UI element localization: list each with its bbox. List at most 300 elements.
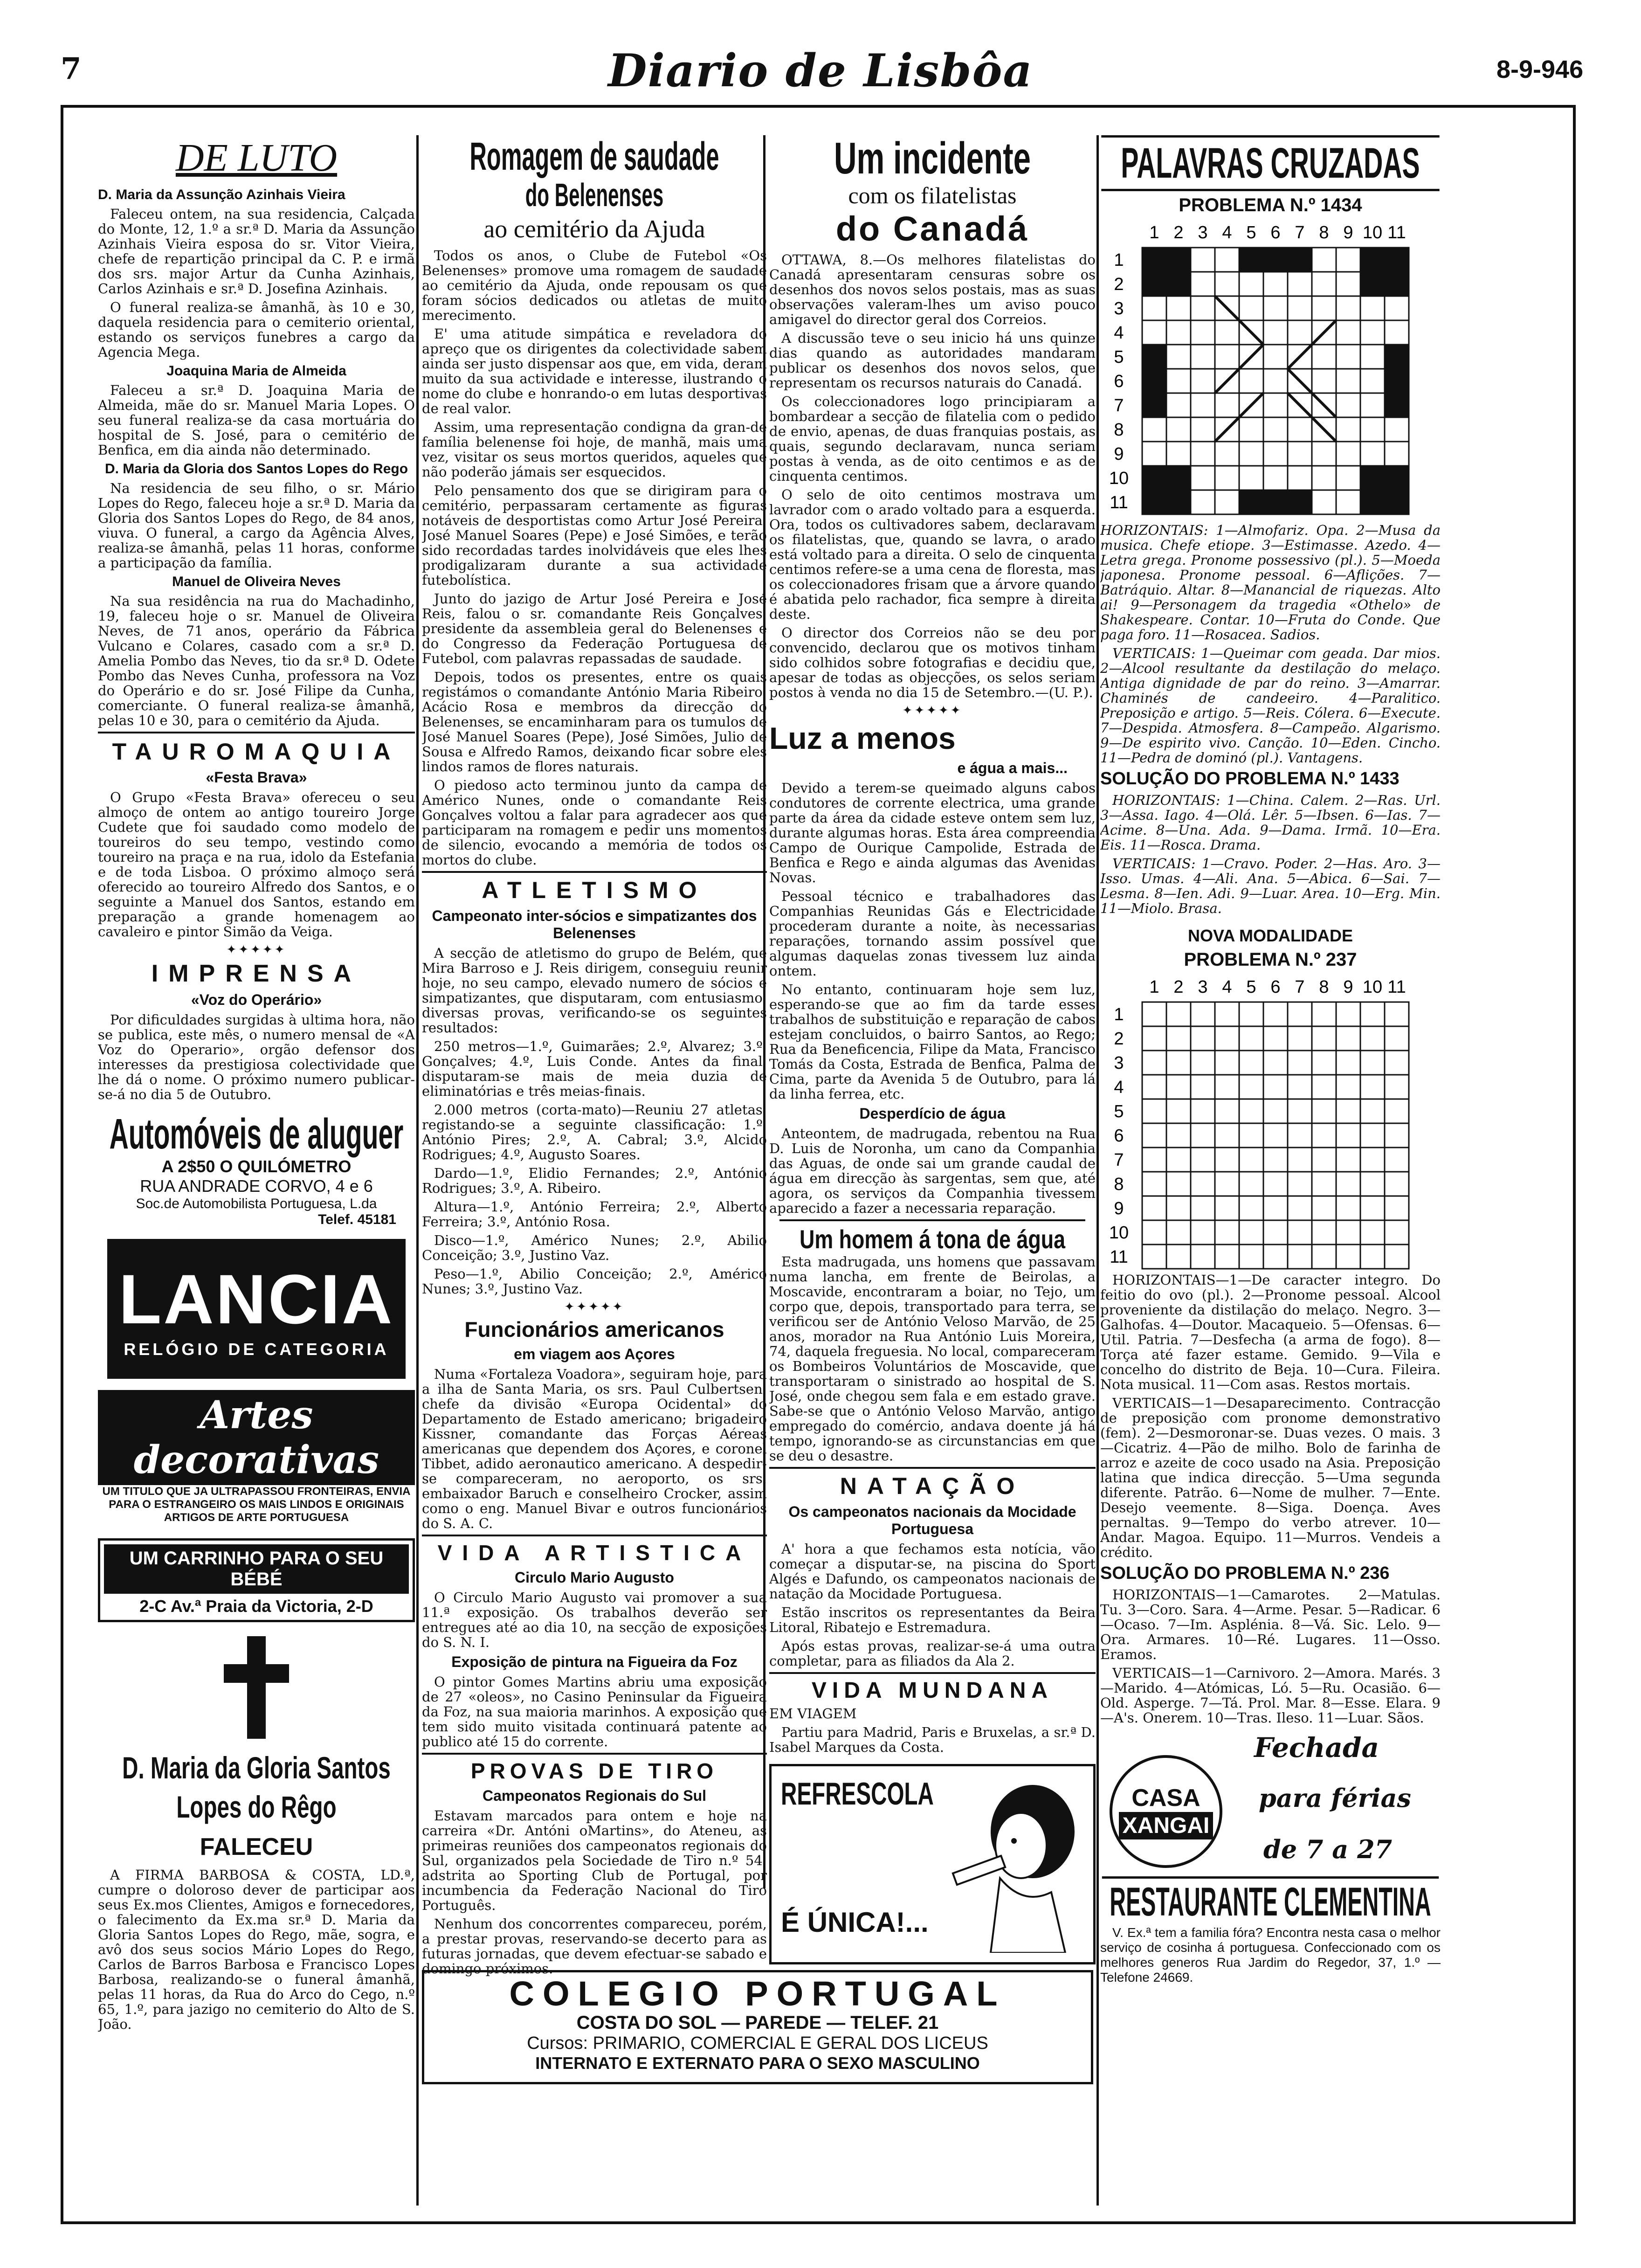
grid-cell[interactable] bbox=[1385, 1245, 1409, 1269]
colegio-internato: INTERNATO E EXTERNATO PARA O SEXO MASCULINO bbox=[535, 2054, 980, 2073]
grid-cell[interactable] bbox=[1191, 296, 1215, 320]
grid-cell[interactable] bbox=[1142, 1002, 1166, 1026]
grid-cell[interactable] bbox=[1312, 466, 1336, 490]
grid-cell[interactable] bbox=[1215, 1196, 1239, 1220]
grid-cell[interactable] bbox=[1385, 417, 1409, 442]
grid-cell[interactable] bbox=[1239, 369, 1263, 393]
grid-row-number: 3 bbox=[1114, 299, 1124, 318]
separator: ✦✦✦✦✦ bbox=[564, 1300, 625, 1314]
crossword-grid-1434 bbox=[1100, 220, 1441, 523]
grid-row-number: 7 bbox=[1114, 1150, 1124, 1170]
obit-notice-name: D. Maria da Gloria Santos Lopes do Rêgo bbox=[122, 1750, 391, 1824]
grid-cell[interactable] bbox=[1191, 1245, 1215, 1269]
grid-cell[interactable] bbox=[1215, 1026, 1239, 1051]
grid-cell[interactable] bbox=[1288, 1099, 1312, 1123]
grid-cell[interactable] bbox=[1142, 442, 1166, 466]
luto-title: DE LUTO bbox=[175, 136, 338, 180]
crossword-problem-2: PROBLEMA N.º 237 bbox=[1184, 949, 1357, 970]
grid-cell[interactable] bbox=[1166, 1196, 1191, 1220]
grid-cell[interactable] bbox=[1312, 345, 1336, 369]
grid-cell[interactable] bbox=[1336, 1123, 1360, 1148]
grid-cell[interactable] bbox=[1239, 1196, 1263, 1220]
funcionarios-text: Numa «Fortaleza Voadora», seguiram hoje, para a ilha de Santa Maria, os srs. Paul Culbertsen, chefe da divisão «Europa Ocidental» do Departamento de Estado americano; brigadeiro Kissner, comandante das Forças Aéreas americanas que dependem dos Açores, e coronel Tibbet, adido aeronautico americano. A despedir-se compareceram, no aeroporto, os srs. embaixador Baruch e conselheiro Crocker, assim como o eng. Manuel Bivar e outros funcionários do S. A. C. bbox=[422, 1366, 767, 1531]
homem-title: Um homem á tona de água bbox=[779, 1219, 1085, 1254]
obit-name: D. Maria da Gloria dos Santos Lopes do Rego bbox=[104, 461, 408, 477]
grid-cell[interactable] bbox=[1336, 1026, 1360, 1051]
grid-cell[interactable] bbox=[1239, 1148, 1263, 1172]
obit-text: Na residencia de seu filho, o sr. Mário Lopes do Rego, faleceu hoje a sr.ª D. Maria da Gloria dos Santos Lopes do Rego, de 84 anos, viuva. O funeral, a cargo da Agência Alves, realiza-se âmanhã, pelas 11 horas, conforme a participação da família. bbox=[98, 480, 415, 571]
grid-cell[interactable] bbox=[1142, 1220, 1166, 1245]
casa-name-2: XANGAI bbox=[1119, 1812, 1214, 1839]
grid-cell[interactable] bbox=[1385, 1196, 1409, 1220]
separator: ✦✦✦✦✦ bbox=[226, 943, 287, 957]
grid-cell[interactable] bbox=[1142, 417, 1166, 442]
grid-cell[interactable] bbox=[1288, 1220, 1312, 1245]
refrescola-slogan: É ÚNICA!... bbox=[781, 1907, 929, 1938]
automoveis-company: Soc.de Automobilista Portuguesa, L.da bbox=[136, 1196, 377, 1211]
grid-cell[interactable] bbox=[1191, 248, 1215, 272]
atletismo-text: 2.000 metros (corta-mato)—Reuniu 27 atletas, registando-se a seguinte classificação: 1.º, António Pires; 2.º, A. Cabral; 3.º, Alcido Rodrigues; 4.º, Augusto Soares. bbox=[422, 1102, 767, 1162]
grid-cell[interactable] bbox=[1215, 1075, 1239, 1099]
grid-cell[interactable] bbox=[1288, 1172, 1312, 1196]
grid-cell[interactable] bbox=[1166, 1075, 1191, 1099]
grid-cell[interactable] bbox=[1288, 417, 1312, 442]
grid-cell[interactable] bbox=[1385, 296, 1409, 320]
grid-cell[interactable] bbox=[1191, 1051, 1215, 1075]
grid-block bbox=[1166, 466, 1191, 490]
grid-cell[interactable] bbox=[1312, 1026, 1336, 1051]
grid-cell[interactable] bbox=[1191, 1123, 1215, 1148]
grid-cell[interactable] bbox=[1312, 1172, 1336, 1196]
colegio-cursos: Cursos: PRIMARIO, COMERCIAL E GERAL DOS LICEUS bbox=[527, 2033, 988, 2053]
grid-cell[interactable] bbox=[1360, 1123, 1385, 1148]
grid-cell[interactable] bbox=[1312, 369, 1336, 393]
grid-cell[interactable] bbox=[1288, 1051, 1312, 1075]
obit-text: Faleceu a sr.ª D. Joaquina Maria de Almeida, mãe do sr. Manuel Maria Lopes. O seu funeral realiza-se da casa mortuária do hospital de S. José, para o cemitério de Benfica, em dia ainda não determinado. bbox=[98, 382, 415, 458]
grid-cell[interactable] bbox=[1336, 320, 1360, 345]
colegio-address: COSTA DO SOL — PAREDE — TELEF. 21 bbox=[576, 2012, 939, 2033]
grid-cell[interactable] bbox=[1312, 442, 1336, 466]
obit-name: D. Maria da Assunção Azinhais Vieira bbox=[98, 187, 345, 202]
grid-cell[interactable] bbox=[1385, 1099, 1409, 1123]
casa-text-3: de 7 a 27 bbox=[1263, 1834, 1393, 1864]
grid-cell[interactable] bbox=[1239, 417, 1263, 442]
grid-cell[interactable] bbox=[1166, 1002, 1191, 1026]
grid-cell[interactable] bbox=[1360, 296, 1385, 320]
grid-cell[interactable] bbox=[1166, 1220, 1191, 1245]
lancia-tagline: RELÓGIO DE CATEGORIA bbox=[124, 1339, 389, 1359]
grid-cell[interactable] bbox=[1215, 1051, 1239, 1075]
grid-cell[interactable] bbox=[1263, 1196, 1288, 1220]
grid-cell[interactable] bbox=[1288, 1002, 1312, 1026]
grid-cell[interactable] bbox=[1166, 417, 1191, 442]
romagem-text: Todos os anos, o Clube de Futebol «Os Belenenses» promove uma romagem de saudade ao cemitério da Ajuda, onde repousam os que foram sócios dedicados ou atletas de muito merecimento. bbox=[422, 248, 767, 323]
tiro-title: PROVAS DE TIRO bbox=[422, 1753, 767, 1784]
grid-cell[interactable] bbox=[1263, 1026, 1288, 1051]
obit-name: Manuel de Oliveira Neves bbox=[172, 574, 341, 589]
grid-cell[interactable] bbox=[1336, 1245, 1360, 1269]
grid-col-number: 10 bbox=[1362, 223, 1383, 242]
grid-row-number: 4 bbox=[1114, 1078, 1124, 1097]
grid-cell[interactable] bbox=[1263, 1172, 1288, 1196]
grid-cell[interactable] bbox=[1263, 1220, 1288, 1245]
grid-cell[interactable] bbox=[1239, 296, 1263, 320]
solution2-title: SOLUÇÃO DO PROBLEMA N.º 236 bbox=[1100, 1563, 1390, 1583]
grid-cell[interactable] bbox=[1312, 1123, 1336, 1148]
vida-artistica-text: O pintor Gomes Martins abriu uma exposição de 27 «oleos», no Casino Peninsular da Figueira da Foz, na sua maioria marinhos. A exposição que tem sido muito visitada continuará patente ao publico até 15 do corrente. bbox=[422, 1674, 767, 1749]
grid-cell[interactable] bbox=[1336, 1075, 1360, 1099]
grid-cell[interactable] bbox=[1215, 466, 1239, 490]
grid-cell[interactable] bbox=[1336, 272, 1360, 296]
grid-cell[interactable] bbox=[1385, 1051, 1409, 1075]
grid-cell[interactable] bbox=[1288, 1245, 1312, 1269]
grid-cell[interactable] bbox=[1360, 1051, 1385, 1075]
grid-cell[interactable] bbox=[1336, 1220, 1360, 1245]
grid-cell[interactable] bbox=[1263, 345, 1288, 369]
grid-cell[interactable] bbox=[1239, 1123, 1263, 1148]
grid-cell[interactable] bbox=[1166, 393, 1191, 417]
grid-cell[interactable] bbox=[1336, 296, 1360, 320]
grid-block bbox=[1142, 369, 1166, 393]
grid-block bbox=[1385, 466, 1409, 490]
grid-cell[interactable] bbox=[1263, 320, 1288, 345]
grid-cell[interactable] bbox=[1336, 1196, 1360, 1220]
column-rule bbox=[416, 135, 419, 2206]
casa-xangai-logo bbox=[1110, 1755, 1222, 1868]
grid-cell[interactable] bbox=[1360, 1220, 1385, 1245]
grid-cell[interactable] bbox=[1191, 1220, 1215, 1245]
page-date: 8-9-946 bbox=[1496, 55, 1584, 83]
grid-col-number: 3 bbox=[1198, 977, 1208, 997]
crossword-title: PALAVRAS CRUZADAS bbox=[1101, 135, 1439, 191]
grid-cell[interactable] bbox=[1166, 369, 1191, 393]
grid-col-number: 5 bbox=[1246, 977, 1256, 997]
grid-cell[interactable] bbox=[1263, 1051, 1288, 1075]
grid-cell[interactable] bbox=[1360, 1026, 1385, 1051]
grid-cell[interactable] bbox=[1239, 1051, 1263, 1075]
grid-cell[interactable] bbox=[1385, 1172, 1409, 1196]
grid-cell[interactable] bbox=[1360, 369, 1385, 393]
grid-cell[interactable] bbox=[1336, 393, 1360, 417]
grid-cell[interactable] bbox=[1288, 320, 1312, 345]
grid-block bbox=[1166, 272, 1191, 296]
grid-cell[interactable] bbox=[1360, 1172, 1385, 1196]
grid-cell[interactable] bbox=[1239, 1099, 1263, 1123]
grid-cell[interactable] bbox=[1239, 1026, 1263, 1051]
grid-block bbox=[1385, 490, 1409, 514]
grid-cell[interactable] bbox=[1385, 1002, 1409, 1026]
grid-row-number: 5 bbox=[1114, 347, 1124, 367]
grid-cell[interactable] bbox=[1142, 1075, 1166, 1099]
imprensa-text: Por dificuldades surgidas à ultima hora, não se publica, este mês, o numero mensal de «A Voz do Operario», orgão defensor dos interesses da prestigiosa colectividade que lhe dá o nome. O próximo numero publicar-se-á no dia 5 de Outubro. bbox=[98, 1012, 415, 1102]
grid-cell[interactable] bbox=[1239, 1172, 1263, 1196]
grid-cell[interactable] bbox=[1385, 1123, 1409, 1148]
grid-block bbox=[1385, 345, 1409, 369]
grid-cell[interactable] bbox=[1191, 1075, 1215, 1099]
grid-cell[interactable] bbox=[1191, 442, 1215, 466]
grid-cell[interactable] bbox=[1263, 393, 1288, 417]
solution-verticais: VERTICAIS: 1—Cravo. Poder. 2—Has. Aro. 3—Isso. Umas. 4—Ali. Ana. 5—Abica. 6—Sai. 7—Lesma. 8—Ien. Adi. 9—Luar. Area. 10—Erg. Min. 11—Miolo. Brasa. bbox=[1100, 856, 1441, 916]
solution-horizontais: HORIZONTAIS: 1—China. Calem. 2—Ras. Url. 3—Assa. Iago. 4—Olá. Lêr. 5—Ibsen. 6—Ias. 7—Acime. 8—Una. Ada. 9—Dama. Irmã. 10—Era. Eis. 11—Rosca. Drama. bbox=[1100, 792, 1441, 853]
grid-cell[interactable] bbox=[1288, 442, 1312, 466]
luz-text: Pessoal técnico e trabalhadores das Companhias Reunidas Gás e Electricidade procederam durante a noite, às necessarias reparações, tornando assim possível que algumas daquelas zonas tivessem luz ainda ontem. bbox=[769, 888, 1096, 979]
grid-cell[interactable] bbox=[1191, 345, 1215, 369]
mundana-title: VIDA MUNDANA bbox=[769, 1672, 1096, 1703]
grid-cell[interactable] bbox=[1336, 1099, 1360, 1123]
carrinho-title: UM CARRINHO PARA O SEU BÉBÉ bbox=[104, 1544, 409, 1594]
grid-cell[interactable] bbox=[1288, 272, 1312, 296]
grid-cell[interactable] bbox=[1263, 272, 1288, 296]
crossword-problem: PROBLEMA N.º 1434 bbox=[1179, 195, 1362, 215]
grid-cell[interactable] bbox=[1191, 1172, 1215, 1196]
artes-text: UM TITULO QUE JA ULTRAPASSOU FRONTEIRAS, ENVIA PARA O ESTRANGEIRO OS MAIS LINDOS E ORIGINAIS ARTIGOS DE ARTE PORTUGUESA bbox=[102, 1485, 411, 1524]
grid-cell[interactable] bbox=[1263, 1075, 1288, 1099]
grid-cell[interactable] bbox=[1191, 369, 1215, 393]
grid-cell[interactable] bbox=[1142, 1051, 1166, 1075]
grid-cell[interactable] bbox=[1166, 345, 1191, 369]
grid-cell[interactable] bbox=[1166, 1148, 1191, 1172]
grid-cell[interactable] bbox=[1215, 442, 1239, 466]
incidente-text: Os coleccionadores logo principiaram a bombardear a secção de filatelia com o pedido de envio, apenas, de duas franquias postais, as quais, segundo declaravam, nunca seriam postas à venda, as de oito centimos e as de cinquenta centimos. bbox=[769, 394, 1096, 484]
grid-cell[interactable] bbox=[1385, 1148, 1409, 1172]
grid-cell[interactable] bbox=[1385, 442, 1409, 466]
atletismo-title: ATLETISMO bbox=[422, 871, 767, 904]
grid-block bbox=[1142, 490, 1166, 514]
grid-cell[interactable] bbox=[1312, 272, 1336, 296]
grid-col-number: 1 bbox=[1149, 223, 1159, 242]
grid-cell[interactable] bbox=[1191, 272, 1215, 296]
grid-cell[interactable] bbox=[1312, 1245, 1336, 1269]
grid-cell[interactable] bbox=[1215, 1099, 1239, 1123]
grid-cell[interactable] bbox=[1360, 320, 1385, 345]
grid-cell[interactable] bbox=[1263, 296, 1288, 320]
grid-cell[interactable] bbox=[1191, 490, 1215, 514]
grid-cell[interactable] bbox=[1142, 1148, 1166, 1172]
grid-col-number: 11 bbox=[1387, 223, 1406, 242]
grid-col-number: 5 bbox=[1246, 223, 1256, 242]
grid-cell[interactable] bbox=[1142, 1026, 1166, 1051]
grid-cell[interactable] bbox=[1312, 1196, 1336, 1220]
grid-cell[interactable] bbox=[1215, 1245, 1239, 1269]
grid-cell[interactable] bbox=[1336, 490, 1360, 514]
grid-cell[interactable] bbox=[1215, 1148, 1239, 1172]
woman-drinking-illustration bbox=[944, 1776, 1084, 1953]
grid-cell[interactable] bbox=[1263, 1148, 1288, 1172]
grid-cell[interactable] bbox=[1336, 369, 1360, 393]
grid-cell[interactable] bbox=[1385, 1026, 1409, 1051]
automoveis-title: Automóveis de aluguer bbox=[109, 1110, 404, 1158]
atletismo-subtitle: Campeonato inter-sócios e simpatizantes dos Belenenses bbox=[432, 907, 757, 941]
grid-row-number: 6 bbox=[1114, 1126, 1124, 1146]
natacao-text: Estão inscritos os representantes da Beira Litoral, Ribatejo e Estremadura. bbox=[769, 1604, 1096, 1635]
grid-cell[interactable] bbox=[1336, 1172, 1360, 1196]
luz-text: Anteontem, de madrugada, rebentou na Rua D. Luis de Noronha, um cano da Companhia das Aguas, de onde sai um grande caudal de água em direcção às sargentas, sem que, até agora, os serviços da Companhia tivessem aparecido a fazer a necessaria reparação. bbox=[769, 1126, 1096, 1216]
crossword2-verticais: VERTICAIS—1—Desaparecimento. Contracção de preposição com pronome demonstrativo (fem). 2—Desmoronar-se. Duas vezes. O mais. 3—Cicatriz. 4—Pão de milho. Bolo de farinha de arroz e azeite de coco usado na Asia. Preposição latina que indica direcção. 5—Uma segunda diferente. Patrão. 6—Nome de mulher. 7—Ente. Desejo veemente. 8—Siga. Doença. Aves pernaltas. 9—Tempo do verbo atrever. 10—Andar. Magoa. Equipo. 11—Murros. Vendeis a crédito. bbox=[1100, 1395, 1441, 1560]
incidente-text: O selo de oito centimos mostrava um lavrador com o arado voltado para a esquerda. Ora, todos os cultivadores sabem, declaravam os filatelistas, que, quando se lavra, o arado está voltado para a direita. O selo de cinquenta centimos refere-se a uma cena de floresta, mas os coleccionadores frisam que a árvore quando é abatida pelo rachador, fica sempre à direita deste. bbox=[769, 487, 1096, 622]
grid-cell[interactable] bbox=[1288, 1123, 1312, 1148]
nova-modalidade: NOVA MODALIDADE bbox=[1188, 926, 1353, 945]
grid-cell[interactable] bbox=[1191, 393, 1215, 417]
grid-block bbox=[1142, 248, 1166, 272]
grid-col-number: 2 bbox=[1173, 977, 1184, 997]
crossword-grid-svg bbox=[1100, 220, 1441, 523]
grid-cell[interactable] bbox=[1263, 417, 1288, 442]
grid-cell[interactable] bbox=[1191, 417, 1215, 442]
grid-cell[interactable] bbox=[1288, 1026, 1312, 1051]
grid-cell[interactable] bbox=[1312, 1148, 1336, 1172]
grid-cell[interactable] bbox=[1166, 320, 1191, 345]
grid-cell[interactable] bbox=[1385, 1220, 1409, 1245]
grid-cell[interactable] bbox=[1142, 1245, 1166, 1269]
grid-row-number: 11 bbox=[1110, 493, 1128, 512]
grid-col-number: 9 bbox=[1343, 223, 1353, 242]
grid-cell[interactable] bbox=[1312, 1220, 1336, 1245]
grid-block bbox=[1385, 248, 1409, 272]
grid-cell[interactable] bbox=[1263, 1245, 1288, 1269]
grid-cell[interactable] bbox=[1191, 1002, 1215, 1026]
grid-cell[interactable] bbox=[1166, 1051, 1191, 1075]
vida-artistica-title: VIDA ARTISTICA bbox=[422, 1535, 767, 1565]
grid-cell[interactable] bbox=[1288, 1075, 1312, 1099]
grid-cell[interactable] bbox=[1360, 1002, 1385, 1026]
grid-cell[interactable] bbox=[1191, 1026, 1215, 1051]
grid-cell[interactable] bbox=[1288, 1196, 1312, 1220]
grid-cell[interactable] bbox=[1263, 369, 1288, 393]
grid-cell[interactable] bbox=[1312, 490, 1336, 514]
grid-cell[interactable] bbox=[1166, 1026, 1191, 1051]
grid-cell[interactable] bbox=[1191, 320, 1215, 345]
grid-cell[interactable] bbox=[1385, 1075, 1409, 1099]
grid-cell[interactable] bbox=[1215, 320, 1239, 345]
grid-cell[interactable] bbox=[1312, 248, 1336, 272]
grid-cell[interactable] bbox=[1239, 1245, 1263, 1269]
grid-cell[interactable] bbox=[1142, 1123, 1166, 1148]
grid-cell[interactable] bbox=[1215, 272, 1239, 296]
grid-cell[interactable] bbox=[1360, 442, 1385, 466]
grid-cell[interactable] bbox=[1288, 1148, 1312, 1172]
grid-cell[interactable] bbox=[1215, 1123, 1239, 1148]
atletismo-text: A secção de atletismo do grupo de Belém, que Mira Barroso e J. Reis dirigem, conseguiu reunir hoje, no seu campo, elevado numero de sócios e simpatizantes, que disputaram, com entusiasmo, diversas provas, verificando-se os seguintes resultados: bbox=[422, 945, 767, 1036]
grid-cell[interactable] bbox=[1142, 296, 1166, 320]
grid-row-number: 1 bbox=[1114, 250, 1124, 270]
obit-text: Faleceu ontem, na sua residencia, Calçada do Monte, 12, 1.º a sr.ª D. Maria da Assunção Azinhais Vieira esposa do sr. Vitor Vieira, chefe de repartição principal da C. P. e irmã dos srs. major Artur da Cunha Azinhais, Carlos Azinhais e sr.ª D. Josefina Azinhais. bbox=[98, 206, 415, 297]
grid-cell[interactable] bbox=[1360, 345, 1385, 369]
grid-cell[interactable] bbox=[1239, 1075, 1263, 1099]
romagem-title-2: do Belenenses bbox=[525, 177, 664, 213]
grid-block bbox=[1360, 466, 1385, 490]
grid-cell[interactable] bbox=[1360, 1075, 1385, 1099]
grid-cell[interactable] bbox=[1142, 1196, 1166, 1220]
grid-cell[interactable] bbox=[1263, 1002, 1288, 1026]
grid-block bbox=[1385, 369, 1409, 393]
grid-col-number: 11 bbox=[1387, 977, 1406, 997]
grid-cell[interactable] bbox=[1142, 320, 1166, 345]
grid-cell[interactable] bbox=[1191, 466, 1215, 490]
incidente-text: A discussão teve o seu inicio há uns quinze dias quando as autoridades mandaram publicar os desenhos dos novos selos, que representam os recursos naturais do Canadá. bbox=[769, 330, 1096, 391]
grid-cell[interactable] bbox=[1166, 1099, 1191, 1123]
atletismo-text: 250 metros—1.º, Guimarães; 2.º, Alvarez; 3.º, Gonçalves; 4.º, Luis Conde. Antes da final, disputaram-se mais de meia duzia de eliminatórias e três meias-finais. bbox=[422, 1038, 767, 1099]
grid-cell[interactable] bbox=[1239, 1220, 1263, 1245]
grid-cell[interactable] bbox=[1360, 1148, 1385, 1172]
grid-row-number: 1 bbox=[1114, 1005, 1124, 1024]
grid-cell[interactable] bbox=[1239, 1002, 1263, 1026]
grid-cell[interactable] bbox=[1288, 466, 1312, 490]
grid-cell[interactable] bbox=[1312, 1075, 1336, 1099]
grid-cell[interactable] bbox=[1360, 393, 1385, 417]
grid-cell[interactable] bbox=[1312, 1099, 1336, 1123]
grid-row-number: 4 bbox=[1114, 323, 1124, 343]
grid-cell[interactable] bbox=[1215, 490, 1239, 514]
grid-col-number: 4 bbox=[1222, 223, 1232, 242]
grid-cell[interactable] bbox=[1385, 320, 1409, 345]
obit-notice-faleceu: FALECEU bbox=[200, 1833, 313, 1860]
tiro-subtitle: Campeonatos Regionais do Sul bbox=[482, 1787, 707, 1804]
grid-col-number: 6 bbox=[1270, 223, 1281, 242]
grid-cell[interactable] bbox=[1336, 442, 1360, 466]
imprensa-subtitle: «Voz do Operário» bbox=[191, 991, 322, 1008]
grid-cell[interactable] bbox=[1336, 1002, 1360, 1026]
grid-cell[interactable] bbox=[1191, 1099, 1215, 1123]
grid-row-number: 2 bbox=[1114, 275, 1124, 294]
grid-cell[interactable] bbox=[1215, 1172, 1239, 1196]
grid-cell[interactable] bbox=[1215, 345, 1239, 369]
grid-cell[interactable] bbox=[1360, 1099, 1385, 1123]
funcionarios-subtitle: em viagem aos Açores bbox=[514, 1346, 675, 1362]
grid-cell[interactable] bbox=[1263, 1099, 1288, 1123]
grid-cell[interactable] bbox=[1360, 417, 1385, 442]
grid-cell[interactable] bbox=[1166, 442, 1191, 466]
grid-cell[interactable] bbox=[1336, 1051, 1360, 1075]
grid-cell[interactable] bbox=[1263, 1123, 1288, 1148]
grid-cell[interactable] bbox=[1312, 1051, 1336, 1075]
grid-cell[interactable] bbox=[1239, 442, 1263, 466]
grid-cell[interactable] bbox=[1191, 1196, 1215, 1220]
grid-cell[interactable] bbox=[1336, 466, 1360, 490]
grid-cell[interactable] bbox=[1166, 1245, 1191, 1269]
grid-cell[interactable] bbox=[1263, 442, 1288, 466]
grid-cell[interactable] bbox=[1336, 417, 1360, 442]
grid-cell[interactable] bbox=[1312, 296, 1336, 320]
grid-cell[interactable] bbox=[1336, 1148, 1360, 1172]
grid-cell[interactable] bbox=[1166, 1123, 1191, 1148]
grid-cell[interactable] bbox=[1288, 296, 1312, 320]
grid-cell[interactable] bbox=[1336, 248, 1360, 272]
grid-cell[interactable] bbox=[1312, 1002, 1336, 1026]
grid-cell[interactable] bbox=[1215, 393, 1239, 417]
mundana-subtitle: EM VIAGEM bbox=[769, 1706, 857, 1722]
grid-cell[interactable] bbox=[1142, 1099, 1166, 1123]
grid-cell[interactable] bbox=[1360, 1245, 1385, 1269]
grid-block bbox=[1239, 248, 1263, 272]
grid-cell[interactable] bbox=[1239, 272, 1263, 296]
incidente-subtitle: com os filatelistas bbox=[848, 182, 1017, 208]
grid-cell[interactable] bbox=[1166, 296, 1191, 320]
grid-cell[interactable] bbox=[1142, 1172, 1166, 1196]
grid-row-number: 10 bbox=[1109, 1223, 1129, 1243]
grid-cell[interactable] bbox=[1215, 1220, 1239, 1245]
grid-cell[interactable] bbox=[1239, 466, 1263, 490]
romagem-text: Assim, uma representação condigna da gran-de família belenense foi hoje, de manhã, mais uma vez, visitar os seus mortos queridos, aqueles que não poderão jámais ser esquecidos. bbox=[422, 419, 767, 480]
column-rule bbox=[1096, 135, 1099, 2206]
grid-cell[interactable] bbox=[1360, 1196, 1385, 1220]
grid-cell[interactable] bbox=[1215, 248, 1239, 272]
grid-col-number: 7 bbox=[1295, 223, 1305, 242]
grid-cell[interactable] bbox=[1191, 1148, 1215, 1172]
grid-cell[interactable] bbox=[1263, 466, 1288, 490]
grid-cell[interactable] bbox=[1336, 345, 1360, 369]
grid-cell[interactable] bbox=[1166, 1172, 1191, 1196]
grid-cell[interactable] bbox=[1215, 1002, 1239, 1026]
